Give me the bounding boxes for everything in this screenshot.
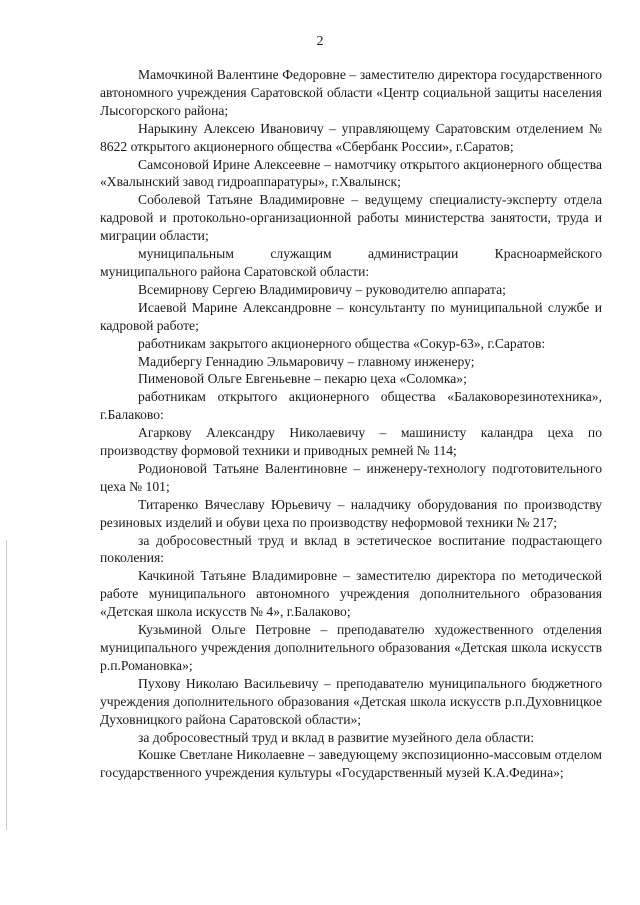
- award-entry-kachkina: Качкиной Татьяне Владимировне – заместителю директора по методической работе муниципального автономного учреждения дополнительного образования «Детская школа искусств № 4», г.Балаково;: [100, 568, 602, 620]
- award-entry-soboleva: Соболевой Татьяне Владимировне – ведущему специалисту-эксперту отдела кадровой и протокольно-организационной работы министерства занятости, труда и миграции области;: [100, 192, 602, 244]
- award-entry-isaeva: Исаевой Марине Александровне – консультанту по муниципальной службе и кадровой работе;: [100, 299, 602, 333]
- award-entry-pukhov: Пухову Николаю Васильевичу – преподавателю муниципального бюджетного учреждения дополнительного образования «Детская школа искусств р.п.Духовницкое Духовницкого района Саратовской области»;: [100, 675, 602, 727]
- award-entry-mamochkina: Мамочкиной Валентине Федоровне – заместителю директора государственного автономного учреждения Саратовской области «Центр социальной защиты населения Лысогорского района;: [100, 67, 602, 118]
- section-heading-museum: за добросовестный труд и вклад в развитие музейного дела области:: [138, 729, 535, 745]
- award-entry-pimenova: Пименовой Ольге Евгеньевне – пекарю цеха «Соломка»;: [138, 371, 467, 387]
- award-entry-rodionova: Родионовой Татьяне Валентиновне – инженеру-технологу подготовительного цеха № 101;: [100, 460, 602, 494]
- group-heading-krasnoarmeysky: муниципальным служащим администрации Красноармейского муниципального района Саратовской области:: [100, 246, 602, 279]
- section-heading-aesthetic-education: за добросовестный труд и вклад в эстетическое воспитание подрастающего поколения:: [100, 532, 602, 566]
- page-number: 2: [316, 34, 324, 49]
- award-entry-vsemirnov: Всемирнову Сергею Владимировичу – руководителю аппарата;: [138, 281, 506, 297]
- award-entry-kuzmina: Кузьминой Ольге Петровне – преподавателю художественного отделения муниципального учреждения дополнительного образования «Детская школа искусств р.п.Романовка»;: [100, 622, 602, 673]
- award-entry-agarkov: Агаркову Александру Николаевичу – машинисту каландра цеха по производству формовой техники и приводных ремней № 114;: [100, 425, 602, 459]
- document-body: [100, 66, 602, 782]
- award-entry-madiberg: Мадибергу Геннадию Эльмаровичу – главному инженеру;: [138, 353, 475, 369]
- award-entry-koshka: Кошке Светлане Николаевне – заведующему экспозиционно-массовым отделом государственного учреждения культуры «Государственный музей К.А.Федина»;: [100, 747, 602, 781]
- award-entry-titarenko: Титаренко Вячеславу Юрьевичу – наладчику оборудования по производству резиновых изделий и обуви цеха по производству неформовой техники № 217;: [100, 496, 602, 530]
- scan-edge-line: [6, 540, 7, 830]
- award-entry-narykin: Нарыкину Алексею Ивановичу – управляющему Саратовским отделением № 8622 открытого акционерного общества «Сбербанк России», г.Саратов;: [100, 120, 602, 154]
- group-heading-balakovorezinotehnika: работникам открытого акционерного общества «Балаковорезинотехника», г.Балаково:: [100, 389, 602, 423]
- group-heading-sokur: работникам закрытого акционерного общества «Сокур-63», г.Саратов:: [138, 335, 546, 351]
- award-entry-samsonova: Самсоновой Ирине Алексеевне – намотчику открытого акционерного общества «Хвалынский завод гидроаппаратуры», г.Хвалынск;: [100, 156, 602, 190]
